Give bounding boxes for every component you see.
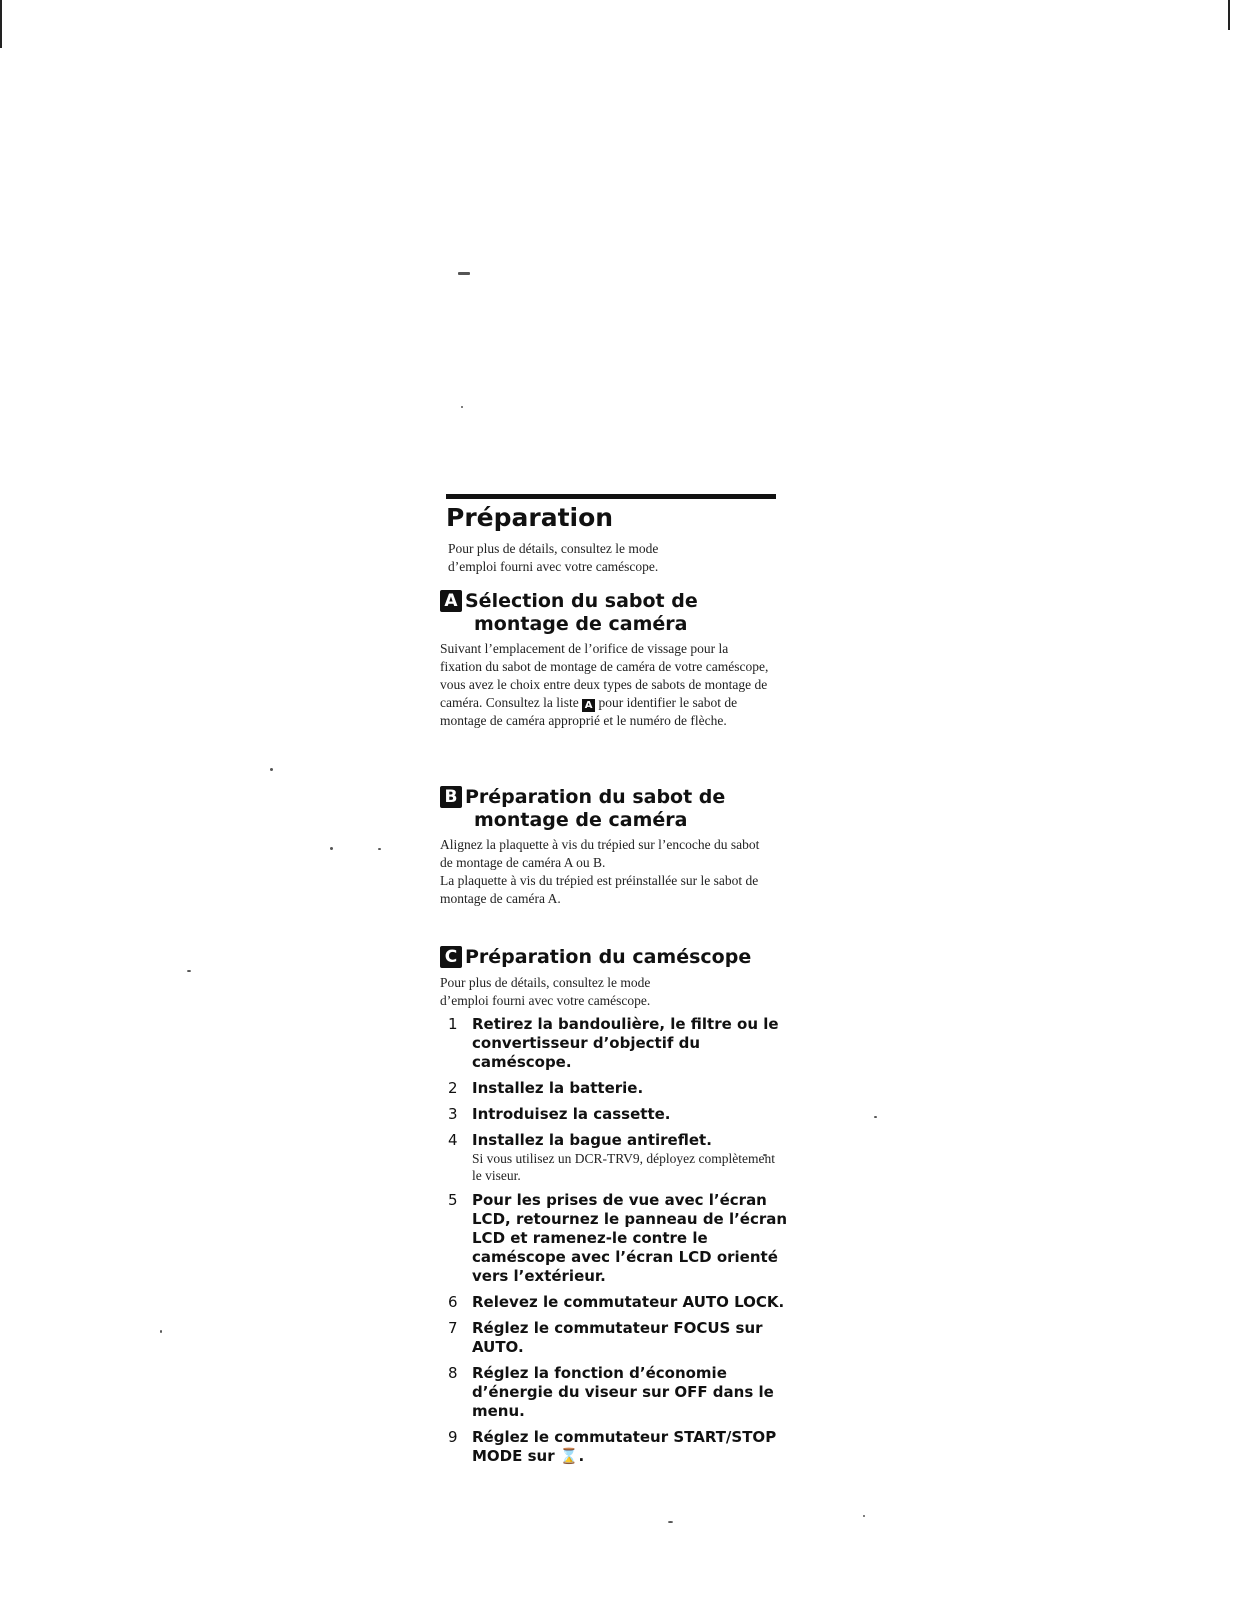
step-text: Réglez le commutateur START/STOP MODE sur ⌛. [472,1428,777,1465]
step-item [448,1015,788,1072]
step-text: Introduisez la cassette. [472,1105,671,1123]
step-item [448,1191,788,1286]
step-number: 8 [448,1364,458,1382]
scan-speck [874,1116,877,1118]
step-item [448,1319,788,1357]
step-number: 7 [448,1319,458,1337]
page-title: Préparation [446,503,614,532]
step-item [448,1428,788,1466]
step-number: 9 [448,1428,458,1446]
scan-edge-mark-left [0,0,2,48]
step-text: Relevez le commutateur AUTO LOCK. [472,1293,785,1311]
scan-speck [330,847,333,850]
scan-speck [270,768,273,771]
section-c-heading-line-1: Préparation du caméscope [465,946,752,968]
step-item [448,1079,788,1098]
section-a-badge: A [440,590,462,612]
step-text: Pour les prises de vue avec l’écran LCD, retournez le panneau de l’écran LCD et ramenez-le contre le caméscope avec l’écran LCD orienté vers l’extérieur. [472,1191,788,1285]
step-item [448,1105,788,1124]
section-a-text-before: Suivant l’emplacement de l’orifice de vissage pour la fixation du sabot de montage de caméra de votre caméscope, vous avez le choix entre deux types de sabots de montage de caméra. Consultez la liste [440,641,769,710]
scan-speck [668,1521,673,1523]
section-a-heading-line-2: montage de caméra [474,613,688,635]
section-b-paragraph-2: La plaquette à vis du trépied est préinstallée sur le sabot de montage de caméra A. [440,873,759,906]
scan-speck [458,272,470,275]
section-c-heading [440,946,751,969]
steps-list [448,1015,788,1473]
scan-speck [160,1330,162,1333]
step-number: 4 [448,1131,458,1149]
scan-speck [461,406,463,408]
scan-edge-mark-right [1228,0,1230,30]
step-text: Installez la bague antireflet. [472,1131,712,1149]
section-b-heading-line-1: Préparation du sabot de [465,786,726,808]
section-b-heading-line-2: montage de caméra [474,809,688,831]
intro-paragraph [448,540,778,576]
step-item [448,1131,788,1184]
scan-speck [863,1515,865,1517]
title-rule [446,494,776,499]
step-number: 3 [448,1105,458,1123]
step-note: Si vous utilisez un DCR-TRV9, déployez complètement le viseur. [472,1151,775,1183]
section-a-text-after: pour identifier le sabot de montage de caméra approprié et le numéro de flèche. [440,695,738,728]
section-b-badge: B [440,786,462,808]
section-b-paragraph-1: Alignez la plaquette à vis du trépied sur l’encoche du sabot de montage de caméra A ou B. [440,837,760,870]
step-number: 6 [448,1293,458,1311]
section-c-badge: C [440,946,462,968]
step-number: 1 [448,1015,458,1033]
step-item [448,1293,788,1312]
section-c-line-1: Pour plus de détails, consultez le mode [440,975,651,990]
section-a-heading-line-1: Sélection du sabot de [465,590,698,612]
intro-line-2: d’emploi fourni avec votre caméscope. [448,559,659,574]
section-b-body [440,836,772,908]
section-a-body [440,640,772,730]
step-item [448,1364,788,1421]
step-text: Réglez le commutateur FOCUS sur AUTO. [472,1319,763,1356]
intro-line-1: Pour plus de détails, consultez le mode [448,541,659,556]
step-text: Retirez la bandoulière, le filtre ou le convertisseur d’objectif du caméscope. [472,1015,779,1071]
section-c-line-2: d’emploi fourni avec votre caméscope. [440,993,651,1008]
scan-speck [187,970,191,972]
step-number: 2 [448,1079,458,1097]
step-text: Installez la batterie. [472,1079,644,1097]
scan-speck [378,848,381,850]
step-text: Réglez la fonction d’économie d’énergie du viseur sur OFF dans le menu. [472,1364,774,1420]
section-a-inline-badge: A [582,699,595,712]
section-b-heading [440,786,725,832]
section-c-body [440,974,772,1010]
section-a-heading [440,590,698,636]
step-number: 5 [448,1191,458,1209]
